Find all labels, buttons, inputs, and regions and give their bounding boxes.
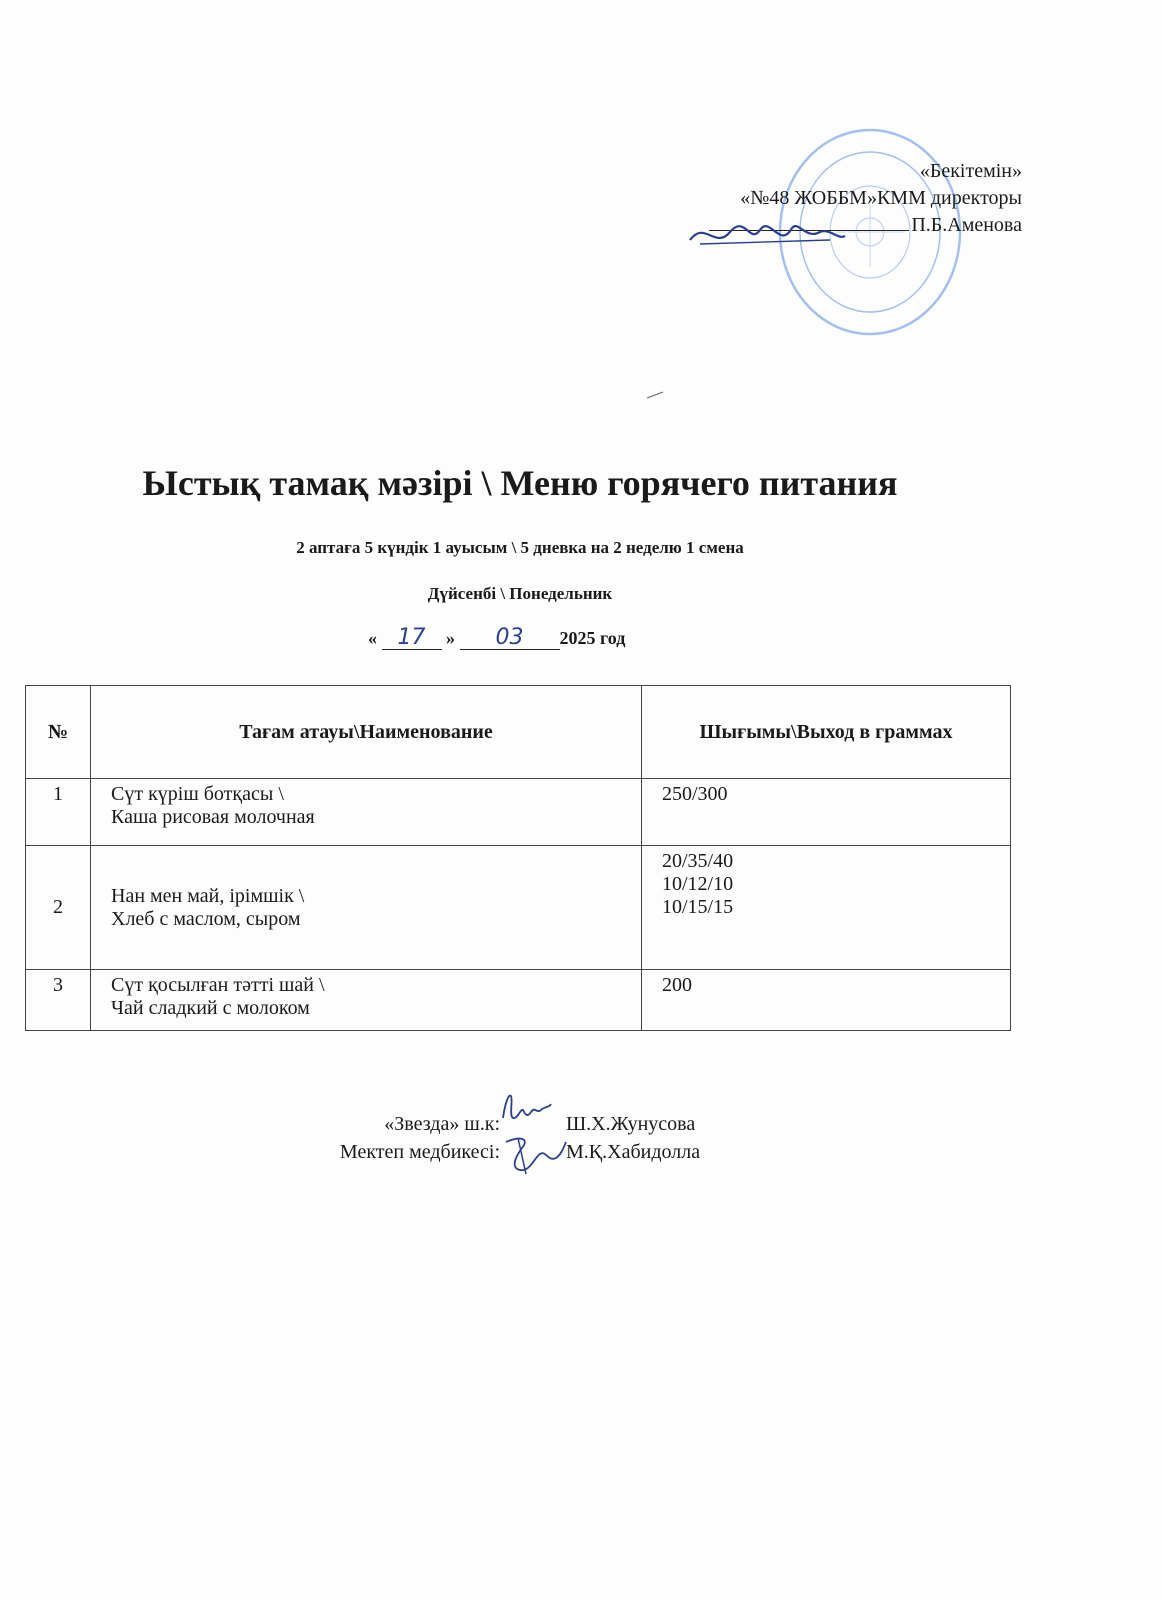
table-header-row xyxy=(26,686,1011,779)
output-value: 10/12/10 xyxy=(662,873,734,895)
date-close-quote: » xyxy=(446,628,455,648)
dish-name-ru: Каша рисовая молочная xyxy=(111,806,315,828)
signature-zhunusova xyxy=(495,1088,555,1128)
pen-mark xyxy=(645,390,665,400)
signer-name: М.Қ.Хабидолла xyxy=(566,1141,701,1163)
signer-role: «Звезда» ш.к: xyxy=(384,1113,500,1135)
dish-name-ru: Чай сладкий с молоком xyxy=(111,997,310,1019)
row-name xyxy=(91,779,642,846)
signer-role: Мектеп медбикесі: xyxy=(339,1141,500,1163)
page-subtitle: 2 аптаға 5 күндік 1 ауысым \ 5 дневка на 2 неделю 1 смена xyxy=(296,538,744,557)
output-value: 200 xyxy=(662,974,692,996)
row-number: 1 xyxy=(26,779,91,846)
menu-table xyxy=(25,685,1011,1031)
dish-name-kz: Сүт қосылған тәтті шай \ xyxy=(111,974,325,996)
approval-title: «Бекітемін» xyxy=(919,160,1022,182)
table-row xyxy=(26,779,1011,846)
signers-block xyxy=(280,1110,700,1166)
approval-director-name: П.Б.Аменова xyxy=(911,214,1022,236)
row-name xyxy=(91,846,642,970)
dish-name-kz: Нан мен май, ірімшік \ xyxy=(111,884,305,907)
date-year: 2025 год xyxy=(559,628,626,648)
date-month: 03 xyxy=(460,627,560,650)
dish-name-ru: Хлеб с маслом, сыром xyxy=(111,907,301,930)
output-value: 20/35/40 xyxy=(662,850,734,872)
signer-row xyxy=(280,1138,700,1166)
table-row xyxy=(26,970,1011,1031)
date-day: 17 xyxy=(382,627,442,650)
output-value: 10/15/15 xyxy=(662,896,734,918)
row-output xyxy=(642,779,1011,846)
row-number: 3 xyxy=(26,970,91,1031)
weekday: Дүйсенбі \ Понедельник xyxy=(427,584,613,603)
signer-row xyxy=(280,1110,700,1138)
director-signature xyxy=(680,210,850,260)
row-output xyxy=(642,970,1011,1031)
header-number: № xyxy=(26,686,91,779)
table-row xyxy=(26,846,1011,970)
row-output xyxy=(642,846,1011,970)
header-output: Шығымы\Выход в граммах xyxy=(642,686,1011,779)
dish-name-kz: Сүт күріш ботқасы \ xyxy=(111,783,284,805)
approval-org: «№48 ЖОББМ»КММ директоры xyxy=(740,187,1022,209)
page-title: Ыстық тамақ мәзірі \ Меню горячего питания xyxy=(142,463,898,503)
row-number: 2 xyxy=(26,846,91,970)
row-name xyxy=(91,970,642,1031)
header-name: Тағам атауы\Наименование xyxy=(91,686,642,779)
date-line xyxy=(368,627,625,650)
output-value: 250/300 xyxy=(662,783,728,805)
date-open-quote: « xyxy=(368,628,377,648)
signature-khabidolla xyxy=(500,1128,570,1178)
signer-name: Ш.Х.Жунусова xyxy=(566,1113,696,1135)
